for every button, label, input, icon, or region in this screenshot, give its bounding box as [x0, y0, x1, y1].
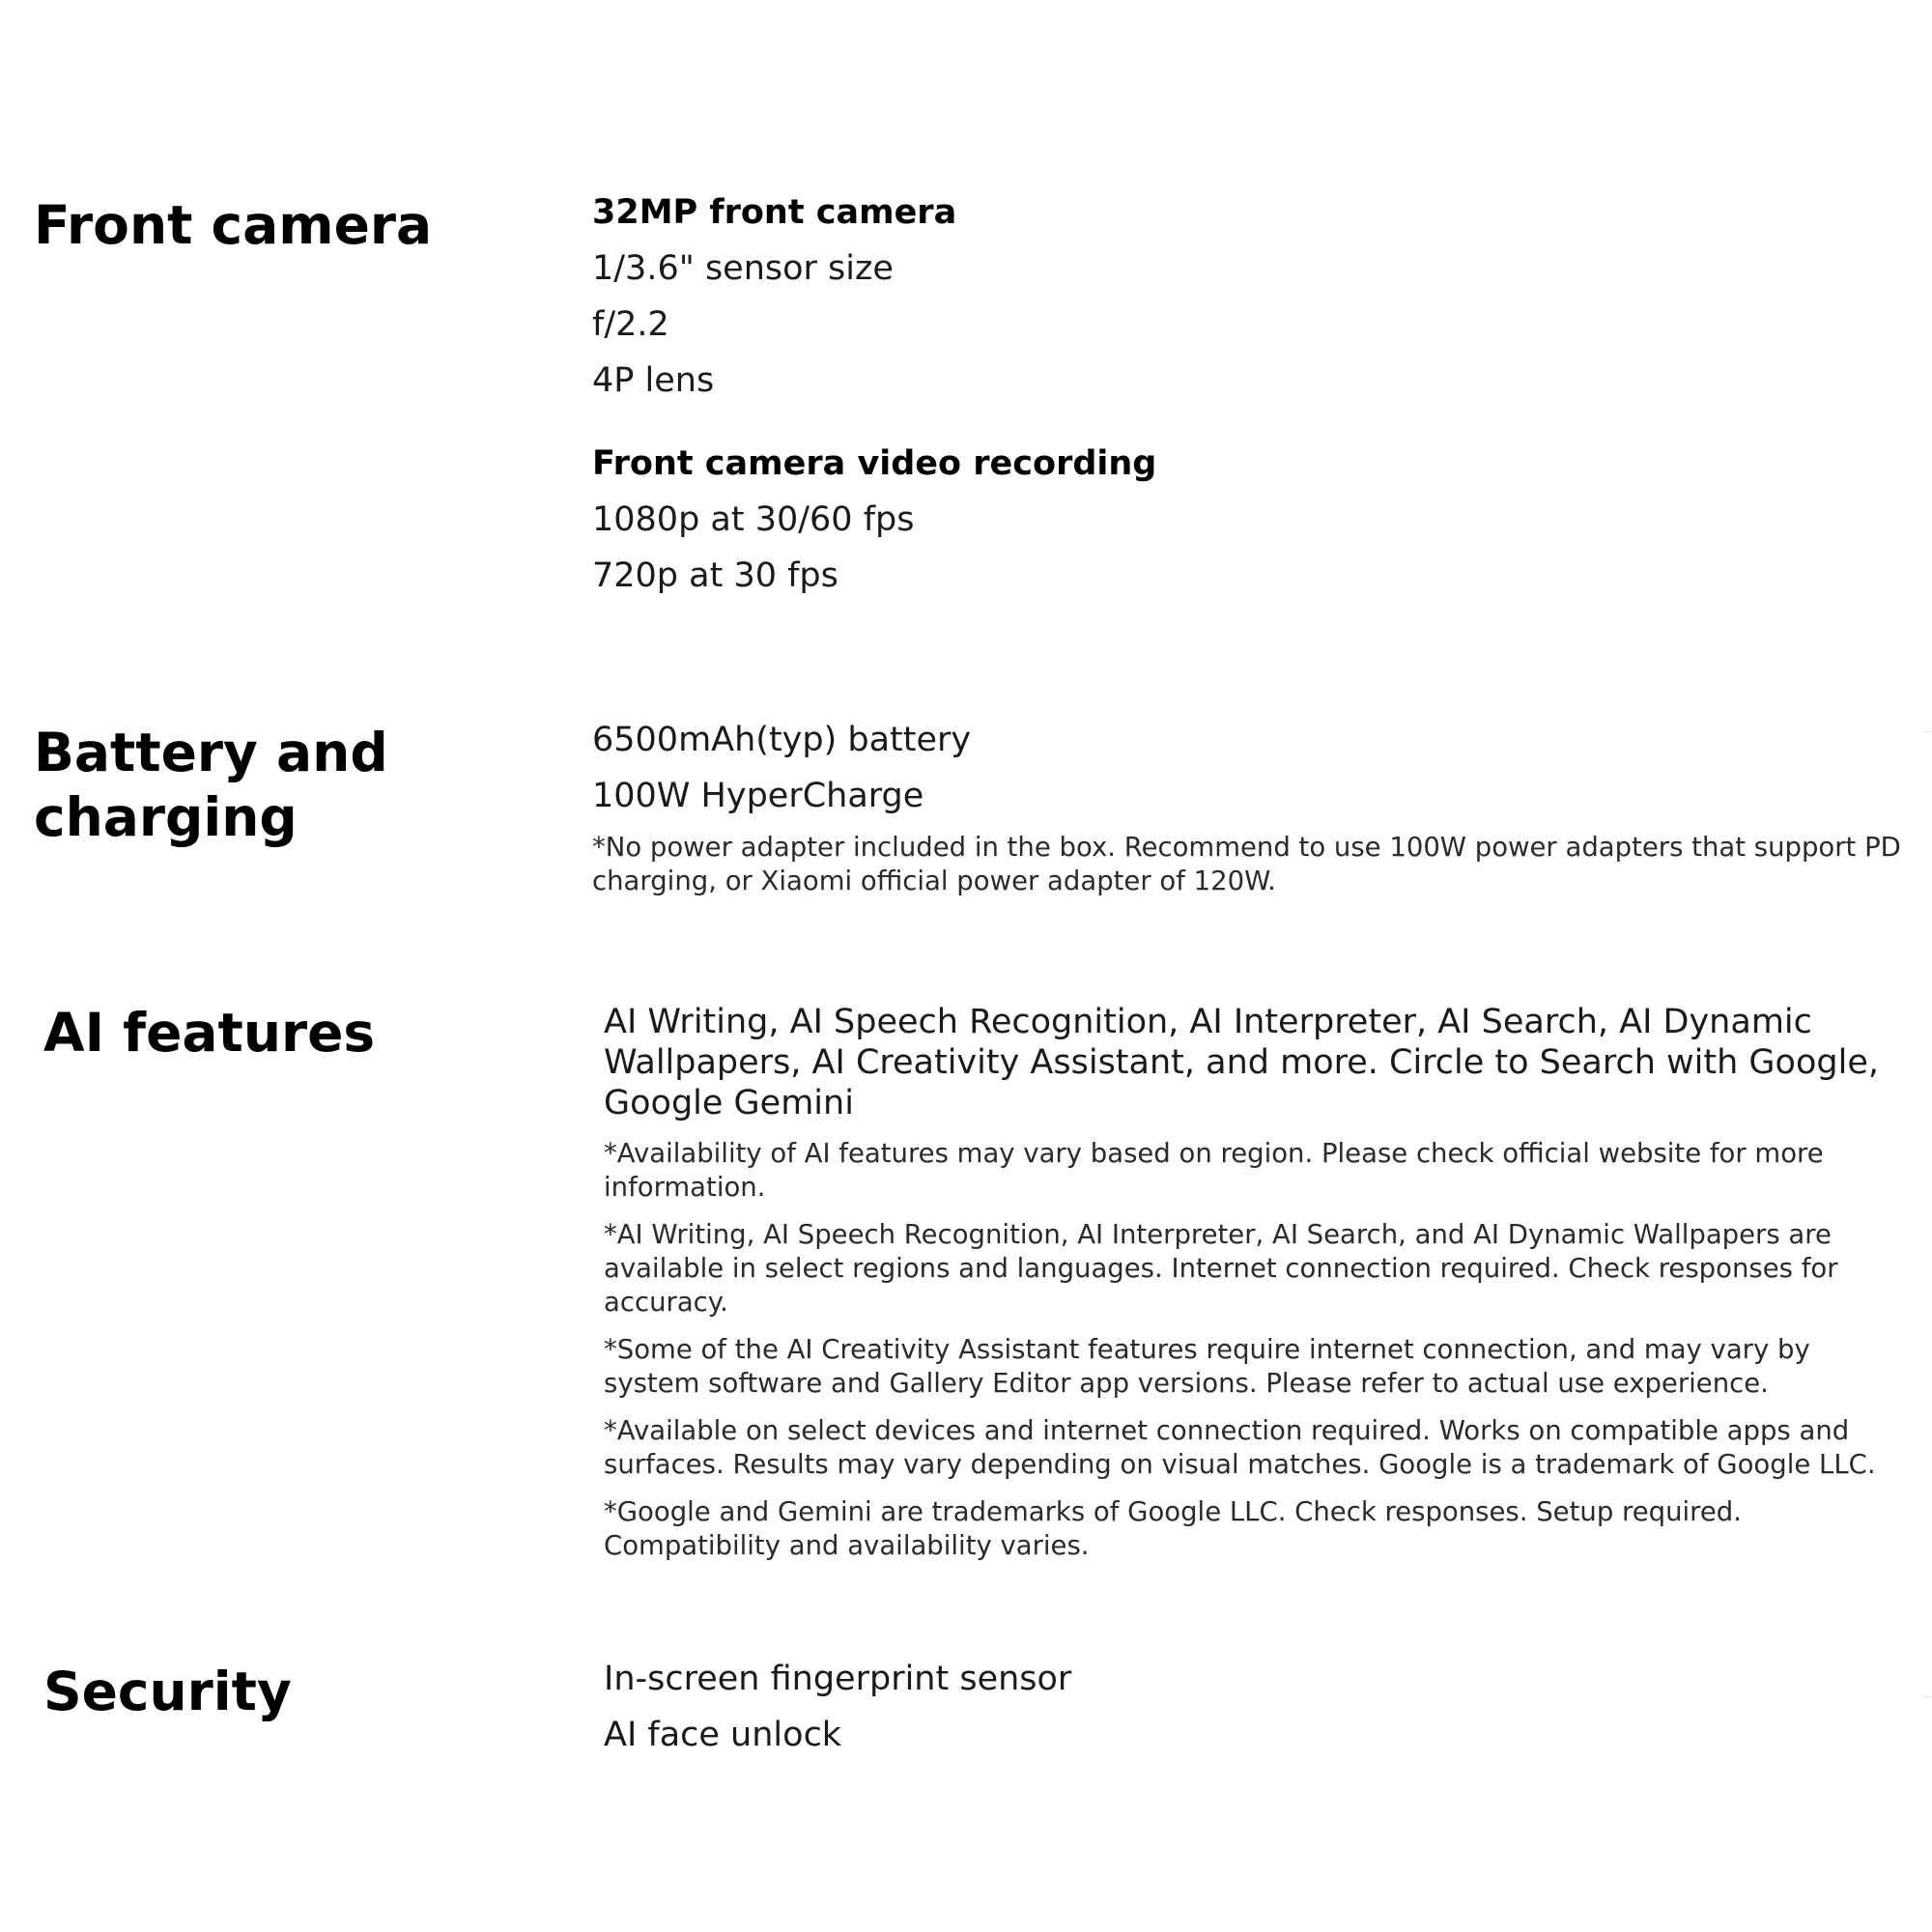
battery-specs: [592, 719, 1932, 898]
spec-item: 6500mAh(typ) battery: [592, 721, 972, 759]
front-camera-title: Front camera: [34, 194, 433, 256]
spec-item: 1/3.6" sensor size: [592, 249, 894, 288]
video-recording-heading: Front camera video recording: [592, 444, 1157, 483]
spec-item: 1080p at 30/60 fps: [592, 500, 915, 539]
ai-footnote: *Some of the AI Creativity Assistant features require internet connection, and may vary by system software and Gallery Editor app versions. Please refer to actual use experience.: [604, 1334, 1810, 1399]
battery-title-line2: charging: [34, 786, 298, 848]
ai-features-specs: [604, 1002, 1889, 1563]
spec-item: f/2.2: [592, 305, 669, 344]
front-camera-specs: [592, 191, 1932, 597]
spec-item: 100W HyperCharge: [592, 777, 924, 815]
ai-footnote: *Google and Gemini are trademarks of Google LLC. Check responses. Setup required. Compatibility and availability varies.: [604, 1496, 1742, 1561]
front-camera-heading: 32MP front camera: [592, 193, 957, 232]
spec-item: 4P lens: [592, 361, 715, 400]
edge-divider: [1922, 731, 1932, 732]
battery-title-line1: Battery and: [34, 722, 388, 783]
spec-item: AI face unlock: [604, 1716, 842, 1754]
battery-footnote: *No power adapter included in the box. Recommend to use 100W power adapters that support PD charging, or Xiaomi official power adapter of 120W.: [592, 832, 1901, 896]
ai-features-title: AI features: [43, 1002, 376, 1064]
security-title: Security: [43, 1661, 292, 1722]
battery-title: [34, 721, 388, 850]
spec-item: 720p at 30 fps: [592, 556, 838, 595]
spec-item: In-screen fingerprint sensor: [604, 1660, 1072, 1698]
edge-divider: [1922, 1696, 1932, 1697]
ai-footnote: *AI Writing, AI Speech Recognition, AI Interpreter, AI Search, and AI Dynamic Wallpapers are available in select regions and languages. Internet connection required. Check responses for accuracy.: [604, 1219, 1838, 1318]
security-specs: [604, 1658, 1932, 1756]
ai-footnote: *Available on select devices and internet connection required. Works on compatible apps and surfaces. Results may vary depending on visual matches. Google is a trademark of Google LLC.: [604, 1415, 1876, 1480]
ai-features-intro: AI Writing, AI Speech Recognition, AI Interpreter, AI Search, AI Dynamic Wallpapers, AI Creativity Assistant, and more. Circle to Search with Google, Google Gemini: [604, 1003, 1879, 1122]
ai-footnote: *Availability of AI features may vary based on region. Please check official website for more information.: [604, 1138, 1824, 1203]
